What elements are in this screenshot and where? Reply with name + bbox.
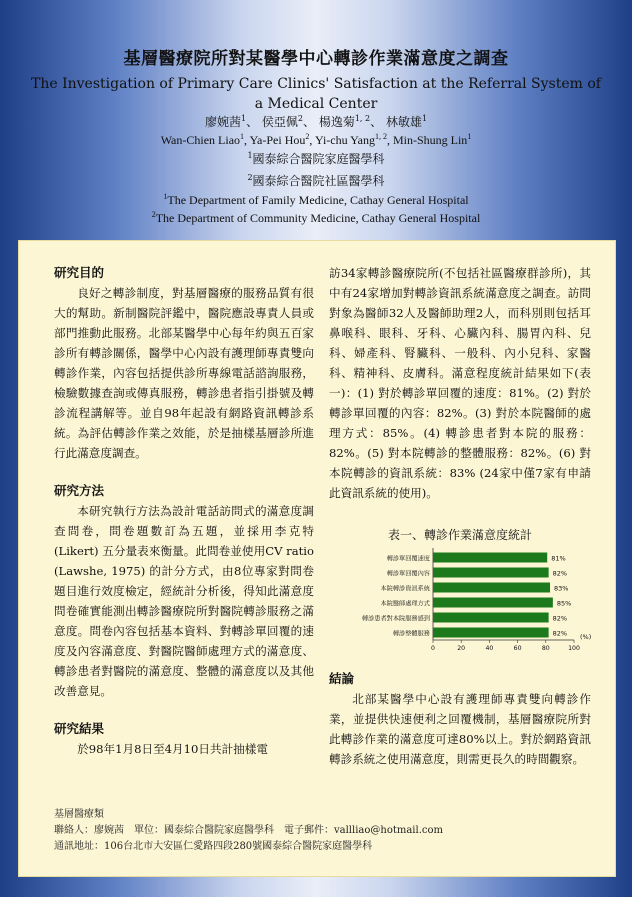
conclusion-heading: 結論 [329, 671, 355, 686]
bar-3 [433, 583, 550, 593]
author-zh-1: 廖婉茜 [204, 115, 241, 129]
x-tick-label-60: 60 [513, 645, 522, 652]
footer-category: 基層醫療類 [54, 809, 104, 820]
category-label-2: 轉診單回覆內容 [386, 570, 430, 578]
purpose-heading: 研究目的 [54, 265, 105, 280]
dept2-zh: $^2$國泰綜合醫院社區醫學科 [247, 173, 385, 188]
dept1-en: $^1$The Department of Family Medicine, Cathay General Hospital [163, 192, 469, 207]
results-heading: 研究結果 [54, 721, 105, 736]
category-label-3: 本院轉診資訊系統 [380, 585, 430, 593]
right-column [329, 263, 591, 545]
dept1-zh: $^1$國泰綜合醫院家庭醫學科 [247, 151, 385, 166]
bar-5 [433, 613, 549, 623]
title-zh: 基層醫療院所對某醫學中心轉診作業滿意度之調查 [123, 49, 509, 69]
bar-6 [433, 628, 549, 638]
footer-address: 通訊地址：106台北市大安區仁愛路四段280號國泰綜合醫院家庭醫學科 [54, 841, 373, 852]
authors-en: Wan-Chien Liao$^1$, Ya-Pei Hou$^2$, Yi-chu Yang$^{1, 2}$, Min-Shung Lin$^1$ [160, 132, 472, 147]
category-label-6: 轉診整體服務 [392, 630, 430, 638]
conclusion-text: 北部某醫學中心設有護理師專責雙向轉診作業，並提供快速便利之回覆機制，基層醫療院所對此轉診作業的滿意度可達80%以上。對於網路資訊轉診系統之使用滿意度，則需更長久的時間觀察。 [329, 692, 591, 766]
x-unit-label: (%) [580, 633, 592, 641]
x-tick-label-20: 20 [457, 645, 466, 652]
authors-zh: 廖婉茜$^1$、 侯亞佩$^2$、 楊逸菊$^{1, 2}$、 林敏雄$^1$ [204, 114, 428, 129]
value-label-6: 82% [552, 629, 568, 638]
x-tick-label-80: 80 [541, 645, 550, 652]
value-label-1: 81% [551, 554, 566, 563]
category-label-4: 本院醫師處理方式 [380, 600, 430, 608]
title-en-line1: The Investigation of Primary Care Clinics' Satisfaction at the Referral System of [30, 76, 601, 92]
category-label-5: 轉診患者對本院服務感到 [361, 615, 430, 623]
content-panel [18, 240, 616, 877]
title-en-line2: a Medical Center [254, 96, 378, 112]
satisfaction-chart [331, 546, 601, 654]
footer [54, 807, 594, 855]
bar-1 [433, 553, 547, 563]
footer-contact: 聯絡人：廖婉茜 單位：國泰綜合醫院家庭醫學科 電子郵件：vallliao@hotmail.com [54, 825, 443, 836]
bar-2 [433, 568, 549, 578]
author-zh-2: 侯亞佩 [261, 115, 298, 129]
header [0, 0, 632, 235]
author-en-3: Yi-chu Yang [314, 133, 375, 147]
author-en-4: Min-Shung Lin [392, 133, 468, 147]
method-text: 本研究執行方法為設計電話訪問式的滿意度調查問卷，問卷題數訂為五題，並採用李克特 (Likert) 五分量表來衡量。此問卷並使用CV ratio (Lawshe, 1975) 的計分方式，由8位專家對問卷題目進行效度檢定，經統計分析後，得知此滿意度問卷確實能測出轉診醫療院所對醫院轉診服務之滿意度。問卷內容包括基本資料、對轉診單回覆的速度及內容滿意度、對醫院醫師處理方式的滿意度、轉診患者對醫院的滿意度、整體的滿意度以及其他改善意見。 [54, 504, 314, 698]
method-heading: 研究方法 [54, 483, 105, 498]
value-label-3: 83% [554, 584, 569, 593]
bar-4 [433, 598, 553, 608]
author-en-1: Wan-Chien Liao [160, 133, 241, 147]
x-tick-label-0: 0 [431, 645, 435, 652]
conclusion-block [329, 669, 591, 769]
x-tick-label-100: 100 [568, 645, 580, 652]
left-column [54, 263, 314, 759]
purpose-text: 良好之轉診制度，對基層醫療的服務品質有很大的幫助。新制醫院評鑑中，醫院應設專責人員或部門推動此服務。北部某醫學中心每年約與五百家診所有轉診關係，醫學中心內設有護理師專責雙向轉診作業，內容包括提供診所專線電話諮詢服務，檢驗數據查詢或傳真服務，轉診患者指引掛號及轉診流程講解等。並自98年起設有網路資訊轉診系統。為評估轉診作業之效能，於是抽樣基層診所進行此滿意度調查。 [54, 286, 314, 460]
dept2-en: $^2$The Department of Community Medicine, Cathay General Hospital [151, 210, 481, 225]
author-en-2: Ya-Pei Hou [249, 133, 306, 147]
value-label-4: 85% [556, 599, 572, 608]
author-zh-4: 林敏雄 [385, 115, 422, 129]
results-text-right: 訪34家轉診醫療院所(不包括社區醫療群診所)，其中有24家增加對轉診資訊系統滿意度之調查。訪問對象為醫師32人及醫師助理2人，而科別則包括耳鼻喉科、眼科、牙科、心臟內科、腸胃內科、兒科、婦產科、腎臟科、一般科、內小兒科、家醫科、精神科、皮膚科。滿意程度統計結果如下(表一)：(1) 對於轉診單回覆的速度：81%。(2) 對於轉診單回覆的內容：82%。(3) 對於本院醫師的處理方式：85%。(4) 轉診患者對本院的服務：82%。(5) 對本院轉診的整體服務：82%。(6) 對本院轉診的資訊系統：83% (24家中僅7家有申請此資訊系統的使用)。 [329, 266, 591, 500]
x-tick-label-40: 40 [485, 645, 494, 652]
value-label-2: 82% [552, 569, 568, 578]
value-label-5: 82% [552, 614, 568, 623]
author-zh-3: 楊逸菊 [318, 115, 355, 129]
chart-svg [331, 546, 601, 654]
chart-caption: 表一、轉診作業滿意度統計 [387, 528, 532, 542]
results-text-left: 於98年1月8日至4月10日共計抽樣電 [77, 742, 268, 756]
category-label-1: 轉診單回覆速度 [386, 555, 430, 563]
